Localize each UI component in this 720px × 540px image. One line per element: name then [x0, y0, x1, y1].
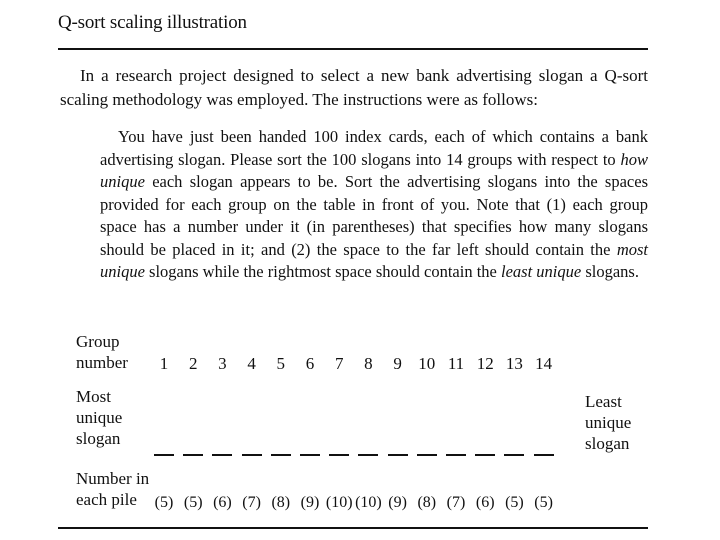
pile-count-13: (5)	[505, 494, 524, 511]
instructions-text-2: each slogan appears to be. Sort the advertising slogans into the spaces provided for each group on the table in front of you. Note that (1) each group space has a number under it (in parentheses) that specifies how many slogans should be placed in it; and (2) the space to the far left should contain the	[100, 172, 648, 259]
page-title: Q-sort scaling illustration	[58, 12, 247, 33]
pile-count-5: (8)	[271, 494, 291, 511]
pile-count-4: (7)	[242, 494, 261, 511]
pile-count-6: (9)	[300, 494, 320, 511]
pile-count-label: Number in each pile	[76, 469, 150, 509]
instructions-text-1: You have just been handed 100 index cards, each of which contains a bank advertising slogan. Please sort the 100 slogans into 14 groups with respect to	[100, 127, 648, 169]
group-number-11: 11	[447, 354, 465, 373]
group-number-5: 5	[276, 354, 286, 373]
top-rule	[58, 48, 648, 50]
slogan-slot-4	[242, 454, 262, 456]
pile-count-10: (8)	[417, 494, 437, 511]
instructions-emphasis-least-unique: least unique	[501, 262, 582, 281]
instructions-paragraph	[100, 126, 648, 284]
pile-count-3: (6)	[213, 494, 232, 511]
group-number-2: 2	[188, 354, 198, 373]
group-number-12: 12	[476, 354, 494, 373]
group-number-8: 8	[364, 354, 373, 373]
slogan-slot-13	[504, 454, 524, 456]
slogan-slot-11	[446, 454, 466, 456]
group-number-10: 10	[418, 354, 436, 373]
pile-count-2: (5)	[183, 494, 203, 511]
group-number-3: 3	[218, 354, 227, 373]
group-number-4: 4	[247, 354, 256, 373]
intro-paragraph: In a research project designed to select a new bank advertising slogan a Q-sort scaling methodology was employed. The instructions were as follows:	[60, 66, 648, 109]
slogan-slot-2	[183, 454, 203, 456]
group-number-6: 6	[305, 354, 315, 373]
slogan-slot-9	[388, 454, 408, 456]
slogan-slot-3	[212, 454, 232, 456]
pile-count-14: (5)	[534, 494, 553, 511]
slogan-slot-14	[534, 454, 554, 456]
instructions-text-4: slogans.	[581, 262, 639, 281]
pile-count-9: (9)	[388, 494, 407, 511]
instructions-emphasis-most-unique: most unique	[100, 239, 648, 281]
slogan-slot-8	[358, 454, 378, 456]
group-number-label: Group number	[76, 332, 128, 372]
group-number-14: 14	[535, 354, 553, 373]
pile-count-8: (10)	[355, 494, 382, 511]
most-unique-label: Most unique slogan	[76, 387, 123, 448]
instructions-text-3: slogans while the rightmost space should contain the	[144, 262, 501, 281]
slogan-slot-10	[417, 454, 437, 456]
slogan-slot-6	[300, 454, 320, 456]
pile-count-7: (10)	[325, 494, 353, 511]
pile-count-12: (6)	[475, 494, 495, 511]
pile-count-1: (5)	[154, 494, 174, 511]
slogan-slot-12	[475, 454, 495, 456]
bottom-rule	[58, 527, 648, 529]
slogan-slot-5	[271, 454, 291, 456]
slogan-slot-7	[329, 454, 349, 456]
instructions-emphasis-how-unique: how unique	[100, 149, 648, 191]
group-number-9: 9	[393, 354, 402, 373]
pile-count-11: (7)	[446, 494, 466, 511]
slogan-slot-1	[154, 454, 174, 456]
group-number-1: 1	[159, 354, 169, 373]
group-number-13: 13	[505, 354, 523, 373]
group-number-7: 7	[334, 354, 344, 373]
least-unique-label: Least unique slogan	[585, 392, 632, 453]
